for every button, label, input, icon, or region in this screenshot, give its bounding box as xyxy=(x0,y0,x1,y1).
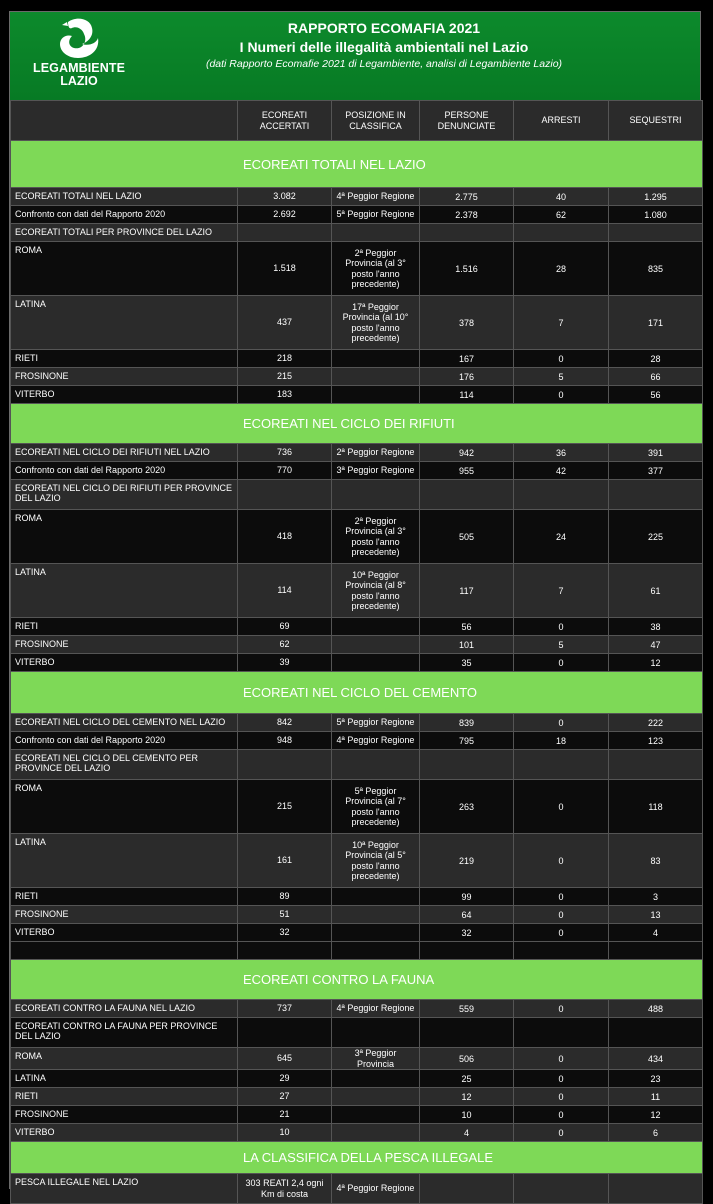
cell-posizione: 5ª Peggior Regione xyxy=(332,714,420,732)
cell-arresti xyxy=(514,1018,609,1048)
cell-sequestri: 835 xyxy=(609,242,703,296)
cell-label: Confronto con dati del Rapporto 2020 xyxy=(11,206,238,224)
cell-ecoreati: 842 xyxy=(238,714,332,732)
header-text xyxy=(144,19,624,71)
cell-posizione: 4ª Peggior Regione xyxy=(332,188,420,206)
cell-persone: 378 xyxy=(420,296,514,350)
cell-persone: 219 xyxy=(420,834,514,888)
cell-posizione: 10ª Peggior Provincia (al 5° posto l'anno precedente) xyxy=(332,834,420,888)
table-row xyxy=(11,714,703,732)
page-title: RAPPORTO ECOMAFIA 2021 xyxy=(287,20,481,36)
cell-persone: 4 xyxy=(420,1124,514,1142)
table-row xyxy=(11,1018,703,1048)
section-header xyxy=(11,1142,703,1174)
cell-ecoreati: 736 xyxy=(238,444,332,462)
cell-persone xyxy=(420,1018,514,1048)
cell-ecoreati: 215 xyxy=(238,780,332,834)
column-header: POSIZIONE IN CLASSIFICA xyxy=(332,101,420,141)
cell-sequestri xyxy=(609,942,703,960)
cell-posizione xyxy=(332,1124,420,1142)
cell-sequestri: 6 xyxy=(609,1124,703,1142)
table-row xyxy=(11,1124,703,1142)
ecomafia-table xyxy=(10,100,703,1204)
cell-persone: 12 xyxy=(420,1088,514,1106)
cell-persone: 505 xyxy=(420,510,514,564)
cell-arresti: 5 xyxy=(514,368,609,386)
cell-sequestri: 11 xyxy=(609,1088,703,1106)
cell-ecoreati: 303 REATI 2,4 ogni Km di costa xyxy=(238,1174,332,1204)
cell-posizione xyxy=(332,1070,420,1088)
cell-ecoreati: 69 xyxy=(238,618,332,636)
cell-posizione: 4ª Peggior Regione xyxy=(332,732,420,750)
cell-persone: 10 xyxy=(420,1106,514,1124)
cell-ecoreati: 770 xyxy=(238,462,332,480)
cell-arresti: 42 xyxy=(514,462,609,480)
column-header-row xyxy=(11,101,703,141)
cell-arresti: 0 xyxy=(514,834,609,888)
cell-ecoreati: 62 xyxy=(238,636,332,654)
cell-ecoreati: 2.692 xyxy=(238,206,332,224)
cell-arresti: 0 xyxy=(514,654,609,672)
cell-label: ECOREATI CONTRO LA FAUNA PER PROVINCE DEL LAZIO xyxy=(11,1018,238,1048)
cell-label: Confronto con dati del Rapporto 2020 xyxy=(11,732,238,750)
cell-posizione xyxy=(332,924,420,942)
cell-posizione: 4ª Peggior Regione xyxy=(332,1000,420,1018)
section-title: ECOREATI CONTRO LA FAUNA xyxy=(11,960,703,1000)
cell-label: LATINA xyxy=(11,564,238,618)
cell-persone: 117 xyxy=(420,564,514,618)
cell-persone: 114 xyxy=(420,386,514,404)
cell-arresti: 0 xyxy=(514,386,609,404)
cell-posizione xyxy=(332,1018,420,1048)
cell-sequestri: 391 xyxy=(609,444,703,462)
table-row xyxy=(11,350,703,368)
cell-posizione xyxy=(332,350,420,368)
cell-label: RIETI xyxy=(11,350,238,368)
cell-persone: 795 xyxy=(420,732,514,750)
cell-arresti: 7 xyxy=(514,296,609,350)
cell-persone: 955 xyxy=(420,462,514,480)
section-title: ECOREATI TOTALI NEL LAZIO xyxy=(11,141,703,188)
cell-arresti: 0 xyxy=(514,924,609,942)
table-row xyxy=(11,942,703,960)
section-header xyxy=(11,672,703,714)
table-row xyxy=(11,654,703,672)
cell-persone: 56 xyxy=(420,618,514,636)
table-row xyxy=(11,242,703,296)
cell-persone xyxy=(420,480,514,510)
cell-arresti: 0 xyxy=(514,1106,609,1124)
cell-posizione xyxy=(332,654,420,672)
cell-label: FROSINONE xyxy=(11,368,238,386)
page-subtitle: I Numeri delle illegalità ambientali nel Lazio xyxy=(239,39,529,55)
cell-posizione xyxy=(332,224,420,242)
cell-ecoreati xyxy=(238,942,332,960)
cell-ecoreati xyxy=(238,1018,332,1048)
cell-ecoreati: 218 xyxy=(238,350,332,368)
table-row xyxy=(11,206,703,224)
cell-label: FROSINONE xyxy=(11,906,238,924)
cell-posizione: 3ª Peggior Regione xyxy=(332,462,420,480)
cell-sequestri xyxy=(609,750,703,780)
cell-ecoreati: 645 xyxy=(238,1048,332,1070)
column-header-label xyxy=(11,101,238,141)
cell-label: ECOREATI NEL CICLO DEI RIFIUTI PER PROVINCE DEL LAZIO xyxy=(11,480,238,510)
cell-sequestri xyxy=(609,1174,703,1204)
cell-sequestri: 225 xyxy=(609,510,703,564)
cell-sequestri: 23 xyxy=(609,1070,703,1088)
cell-arresti: 7 xyxy=(514,564,609,618)
table-row xyxy=(11,1106,703,1124)
column-header: ECOREATI ACCERTATI xyxy=(238,101,332,141)
cell-sequestri xyxy=(609,1018,703,1048)
cell-sequestri: 123 xyxy=(609,732,703,750)
cell-arresti: 0 xyxy=(514,350,609,368)
cell-label: FROSINONE xyxy=(11,636,238,654)
cell-ecoreati xyxy=(238,480,332,510)
cell-label: Confronto con dati del Rapporto 2020 xyxy=(11,462,238,480)
cell-posizione xyxy=(332,888,420,906)
table-row xyxy=(11,1174,703,1204)
cell-ecoreati: 161 xyxy=(238,834,332,888)
cell-label xyxy=(11,942,238,960)
cell-posizione xyxy=(332,386,420,404)
cell-persone: 559 xyxy=(420,1000,514,1018)
brand-name: LEGAMBIENTE xyxy=(32,61,126,75)
cell-persone: 263 xyxy=(420,780,514,834)
page-note: (dati Rapporto Ecomafie 2021 di Legambiente, analisi di Legambiente Lazio) xyxy=(205,58,563,70)
table-row xyxy=(11,636,703,654)
cell-label: VITERBO xyxy=(11,386,238,404)
cell-ecoreati xyxy=(238,750,332,780)
cell-arresti: 0 xyxy=(514,1070,609,1088)
table-row xyxy=(11,368,703,386)
cell-arresti: 0 xyxy=(514,1088,609,1106)
table-row xyxy=(11,564,703,618)
cell-arresti: 36 xyxy=(514,444,609,462)
section-header xyxy=(11,960,703,1000)
cell-ecoreati xyxy=(238,224,332,242)
cell-arresti xyxy=(514,942,609,960)
cell-persone xyxy=(420,224,514,242)
cell-sequestri: 66 xyxy=(609,368,703,386)
cell-label: ECOREATI TOTALI PER PROVINCE DEL LAZIO xyxy=(11,224,238,242)
cell-posizione: 17ª Peggior Provincia (al 10° posto l'anno precedente) xyxy=(332,296,420,350)
cell-sequestri: 4 xyxy=(609,924,703,942)
cell-label: ECOREATI NEL CICLO DEL CEMENTO NEL LAZIO xyxy=(11,714,238,732)
cell-ecoreati: 32 xyxy=(238,924,332,942)
cell-sequestri: 47 xyxy=(609,636,703,654)
table-body xyxy=(11,141,703,1204)
cell-posizione xyxy=(332,1106,420,1124)
cell-label: ECOREATI TOTALI NEL LAZIO xyxy=(11,188,238,206)
cell-posizione: 10ª Peggior Provincia (al 8° posto l'anno precedente) xyxy=(332,564,420,618)
cell-arresti: 0 xyxy=(514,1048,609,1070)
cell-posizione xyxy=(332,636,420,654)
cell-arresti: 24 xyxy=(514,510,609,564)
cell-posizione xyxy=(332,618,420,636)
cell-posizione xyxy=(332,368,420,386)
cell-label: ECOREATI NEL CICLO DEL CEMENTO PER PROVINCE DEL LAZIO xyxy=(11,750,238,780)
cell-label: ROMA xyxy=(11,510,238,564)
cell-arresti: 28 xyxy=(514,242,609,296)
cell-ecoreati: 183 xyxy=(238,386,332,404)
cell-ecoreati: 39 xyxy=(238,654,332,672)
cell-posizione xyxy=(332,942,420,960)
table-row xyxy=(11,224,703,242)
brand-logo xyxy=(16,16,142,98)
cell-posizione: 3ª Peggior Provincia xyxy=(332,1048,420,1070)
table-row xyxy=(11,834,703,888)
cell-arresti: 0 xyxy=(514,1000,609,1018)
cell-label: ROMA xyxy=(11,780,238,834)
column-header: ARRESTI xyxy=(514,101,609,141)
cell-sequestri: 38 xyxy=(609,618,703,636)
header-banner xyxy=(10,12,700,101)
cell-sequestri: 56 xyxy=(609,386,703,404)
cell-label: RIETI xyxy=(11,618,238,636)
cell-persone: 942 xyxy=(420,444,514,462)
cell-persone xyxy=(420,750,514,780)
cell-sequestri: 28 xyxy=(609,350,703,368)
cell-label: ECOREATI CONTRO LA FAUNA NEL LAZIO xyxy=(11,1000,238,1018)
cell-persone: 25 xyxy=(420,1070,514,1088)
cell-posizione xyxy=(332,480,420,510)
cell-label: LATINA xyxy=(11,834,238,888)
cell-ecoreati: 21 xyxy=(238,1106,332,1124)
cell-sequestri: 488 xyxy=(609,1000,703,1018)
cell-sequestri: 12 xyxy=(609,1106,703,1124)
cell-sequestri: 222 xyxy=(609,714,703,732)
cell-sequestri: 1.295 xyxy=(609,188,703,206)
cell-label: ROMA xyxy=(11,242,238,296)
cell-sequestri: 13 xyxy=(609,906,703,924)
cell-persone: 2.775 xyxy=(420,188,514,206)
cell-sequestri: 1.080 xyxy=(609,206,703,224)
cell-posizione xyxy=(332,906,420,924)
brand-region: LAZIO xyxy=(60,74,98,88)
cell-arresti: 0 xyxy=(514,780,609,834)
cell-ecoreati: 51 xyxy=(238,906,332,924)
cell-label: VITERBO xyxy=(11,1124,238,1142)
cell-sequestri: 3 xyxy=(609,888,703,906)
table-row xyxy=(11,480,703,510)
cell-arresti: 0 xyxy=(514,618,609,636)
column-header: PERSONE DENUNCIATE xyxy=(420,101,514,141)
column-header: SEQUESTRI xyxy=(609,101,703,141)
cell-ecoreati: 437 xyxy=(238,296,332,350)
cell-arresti xyxy=(514,1174,609,1204)
table-row xyxy=(11,510,703,564)
cell-persone: 99 xyxy=(420,888,514,906)
table-row xyxy=(11,750,703,780)
table-row xyxy=(11,386,703,404)
cell-label: FROSINONE xyxy=(11,1106,238,1124)
table-row xyxy=(11,780,703,834)
cell-arresti xyxy=(514,224,609,242)
table-row xyxy=(11,188,703,206)
cell-persone xyxy=(420,1174,514,1204)
cell-arresti: 40 xyxy=(514,188,609,206)
cell-ecoreati: 114 xyxy=(238,564,332,618)
section-title: ECOREATI NEL CICLO DEI RIFIUTI xyxy=(11,404,703,444)
cell-persone: 101 xyxy=(420,636,514,654)
table-row xyxy=(11,1048,703,1070)
table-row xyxy=(11,732,703,750)
cell-ecoreati: 737 xyxy=(238,1000,332,1018)
table-row xyxy=(11,296,703,350)
cell-ecoreati: 10 xyxy=(238,1124,332,1142)
cell-ecoreati: 3.082 xyxy=(238,188,332,206)
cell-label: ECOREATI NEL CICLO DEI RIFIUTI NEL LAZIO xyxy=(11,444,238,462)
section-header xyxy=(11,141,703,188)
section-title: ECOREATI NEL CICLO DEL CEMENTO xyxy=(11,672,703,714)
cell-ecoreati: 215 xyxy=(238,368,332,386)
table-row xyxy=(11,888,703,906)
cell-sequestri xyxy=(609,224,703,242)
cell-arresti: 0 xyxy=(514,888,609,906)
cell-posizione: 2ª Peggior Regione xyxy=(332,444,420,462)
cell-arresti xyxy=(514,750,609,780)
table-row xyxy=(11,618,703,636)
table-row xyxy=(11,462,703,480)
cell-label: PESCA ILLEGALE NEL LAZIO xyxy=(11,1174,238,1204)
table-row xyxy=(11,444,703,462)
cell-arresti: 0 xyxy=(514,906,609,924)
cell-ecoreati: 418 xyxy=(238,510,332,564)
cell-persone: 64 xyxy=(420,906,514,924)
cell-label: LATINA xyxy=(11,296,238,350)
cell-persone: 839 xyxy=(420,714,514,732)
cell-ecoreati: 89 xyxy=(238,888,332,906)
cell-sequestri: 12 xyxy=(609,654,703,672)
cell-persone xyxy=(420,942,514,960)
cell-sequestri: 118 xyxy=(609,780,703,834)
cell-label: VITERBO xyxy=(11,654,238,672)
cell-arresti: 18 xyxy=(514,732,609,750)
cell-arresti xyxy=(514,480,609,510)
cell-ecoreati: 27 xyxy=(238,1088,332,1106)
cell-persone: 35 xyxy=(420,654,514,672)
cell-arresti: 0 xyxy=(514,714,609,732)
cell-persone: 167 xyxy=(420,350,514,368)
cell-label: ROMA xyxy=(11,1048,238,1070)
table-row xyxy=(11,1088,703,1106)
cell-persone: 506 xyxy=(420,1048,514,1070)
cell-label: RIETI xyxy=(11,1088,238,1106)
section-title: LA CLASSIFICA DELLA PESCA ILLEGALE xyxy=(11,1142,703,1174)
swan-icon xyxy=(56,16,102,60)
cell-ecoreati: 948 xyxy=(238,732,332,750)
cell-sequestri xyxy=(609,480,703,510)
cell-posizione xyxy=(332,1088,420,1106)
cell-persone: 2.378 xyxy=(420,206,514,224)
cell-posizione xyxy=(332,750,420,780)
cell-posizione: 2ª Peggior Provincia (al 3° posto l'anno precedente) xyxy=(332,242,420,296)
table-row xyxy=(11,924,703,942)
cell-sequestri: 83 xyxy=(609,834,703,888)
cell-label: LATINA xyxy=(11,1070,238,1088)
cell-ecoreati: 1.518 xyxy=(238,242,332,296)
cell-sequestri: 171 xyxy=(609,296,703,350)
cell-posizione: 5ª Peggior Provincia (al 7° posto l'anno precedente) xyxy=(332,780,420,834)
cell-label: VITERBO xyxy=(11,924,238,942)
cell-arresti: 5 xyxy=(514,636,609,654)
table-row xyxy=(11,1000,703,1018)
cell-persone: 32 xyxy=(420,924,514,942)
cell-posizione: 4ª Peggior Regione xyxy=(332,1174,420,1204)
cell-sequestri: 61 xyxy=(609,564,703,618)
cell-sequestri: 377 xyxy=(609,462,703,480)
infographic-frame xyxy=(9,11,701,1199)
cell-arresti: 62 xyxy=(514,206,609,224)
cell-posizione: 2ª Peggior Provincia (al 3° posto l'anno precedente) xyxy=(332,510,420,564)
cell-sequestri: 434 xyxy=(609,1048,703,1070)
cell-persone: 176 xyxy=(420,368,514,386)
cell-arresti: 0 xyxy=(514,1124,609,1142)
cell-ecoreati: 29 xyxy=(238,1070,332,1088)
cell-persone: 1.516 xyxy=(420,242,514,296)
cell-label: RIETI xyxy=(11,888,238,906)
table-row xyxy=(11,1070,703,1088)
section-header xyxy=(11,404,703,444)
table-row xyxy=(11,906,703,924)
cell-posizione: 5ª Peggior Regione xyxy=(332,206,420,224)
